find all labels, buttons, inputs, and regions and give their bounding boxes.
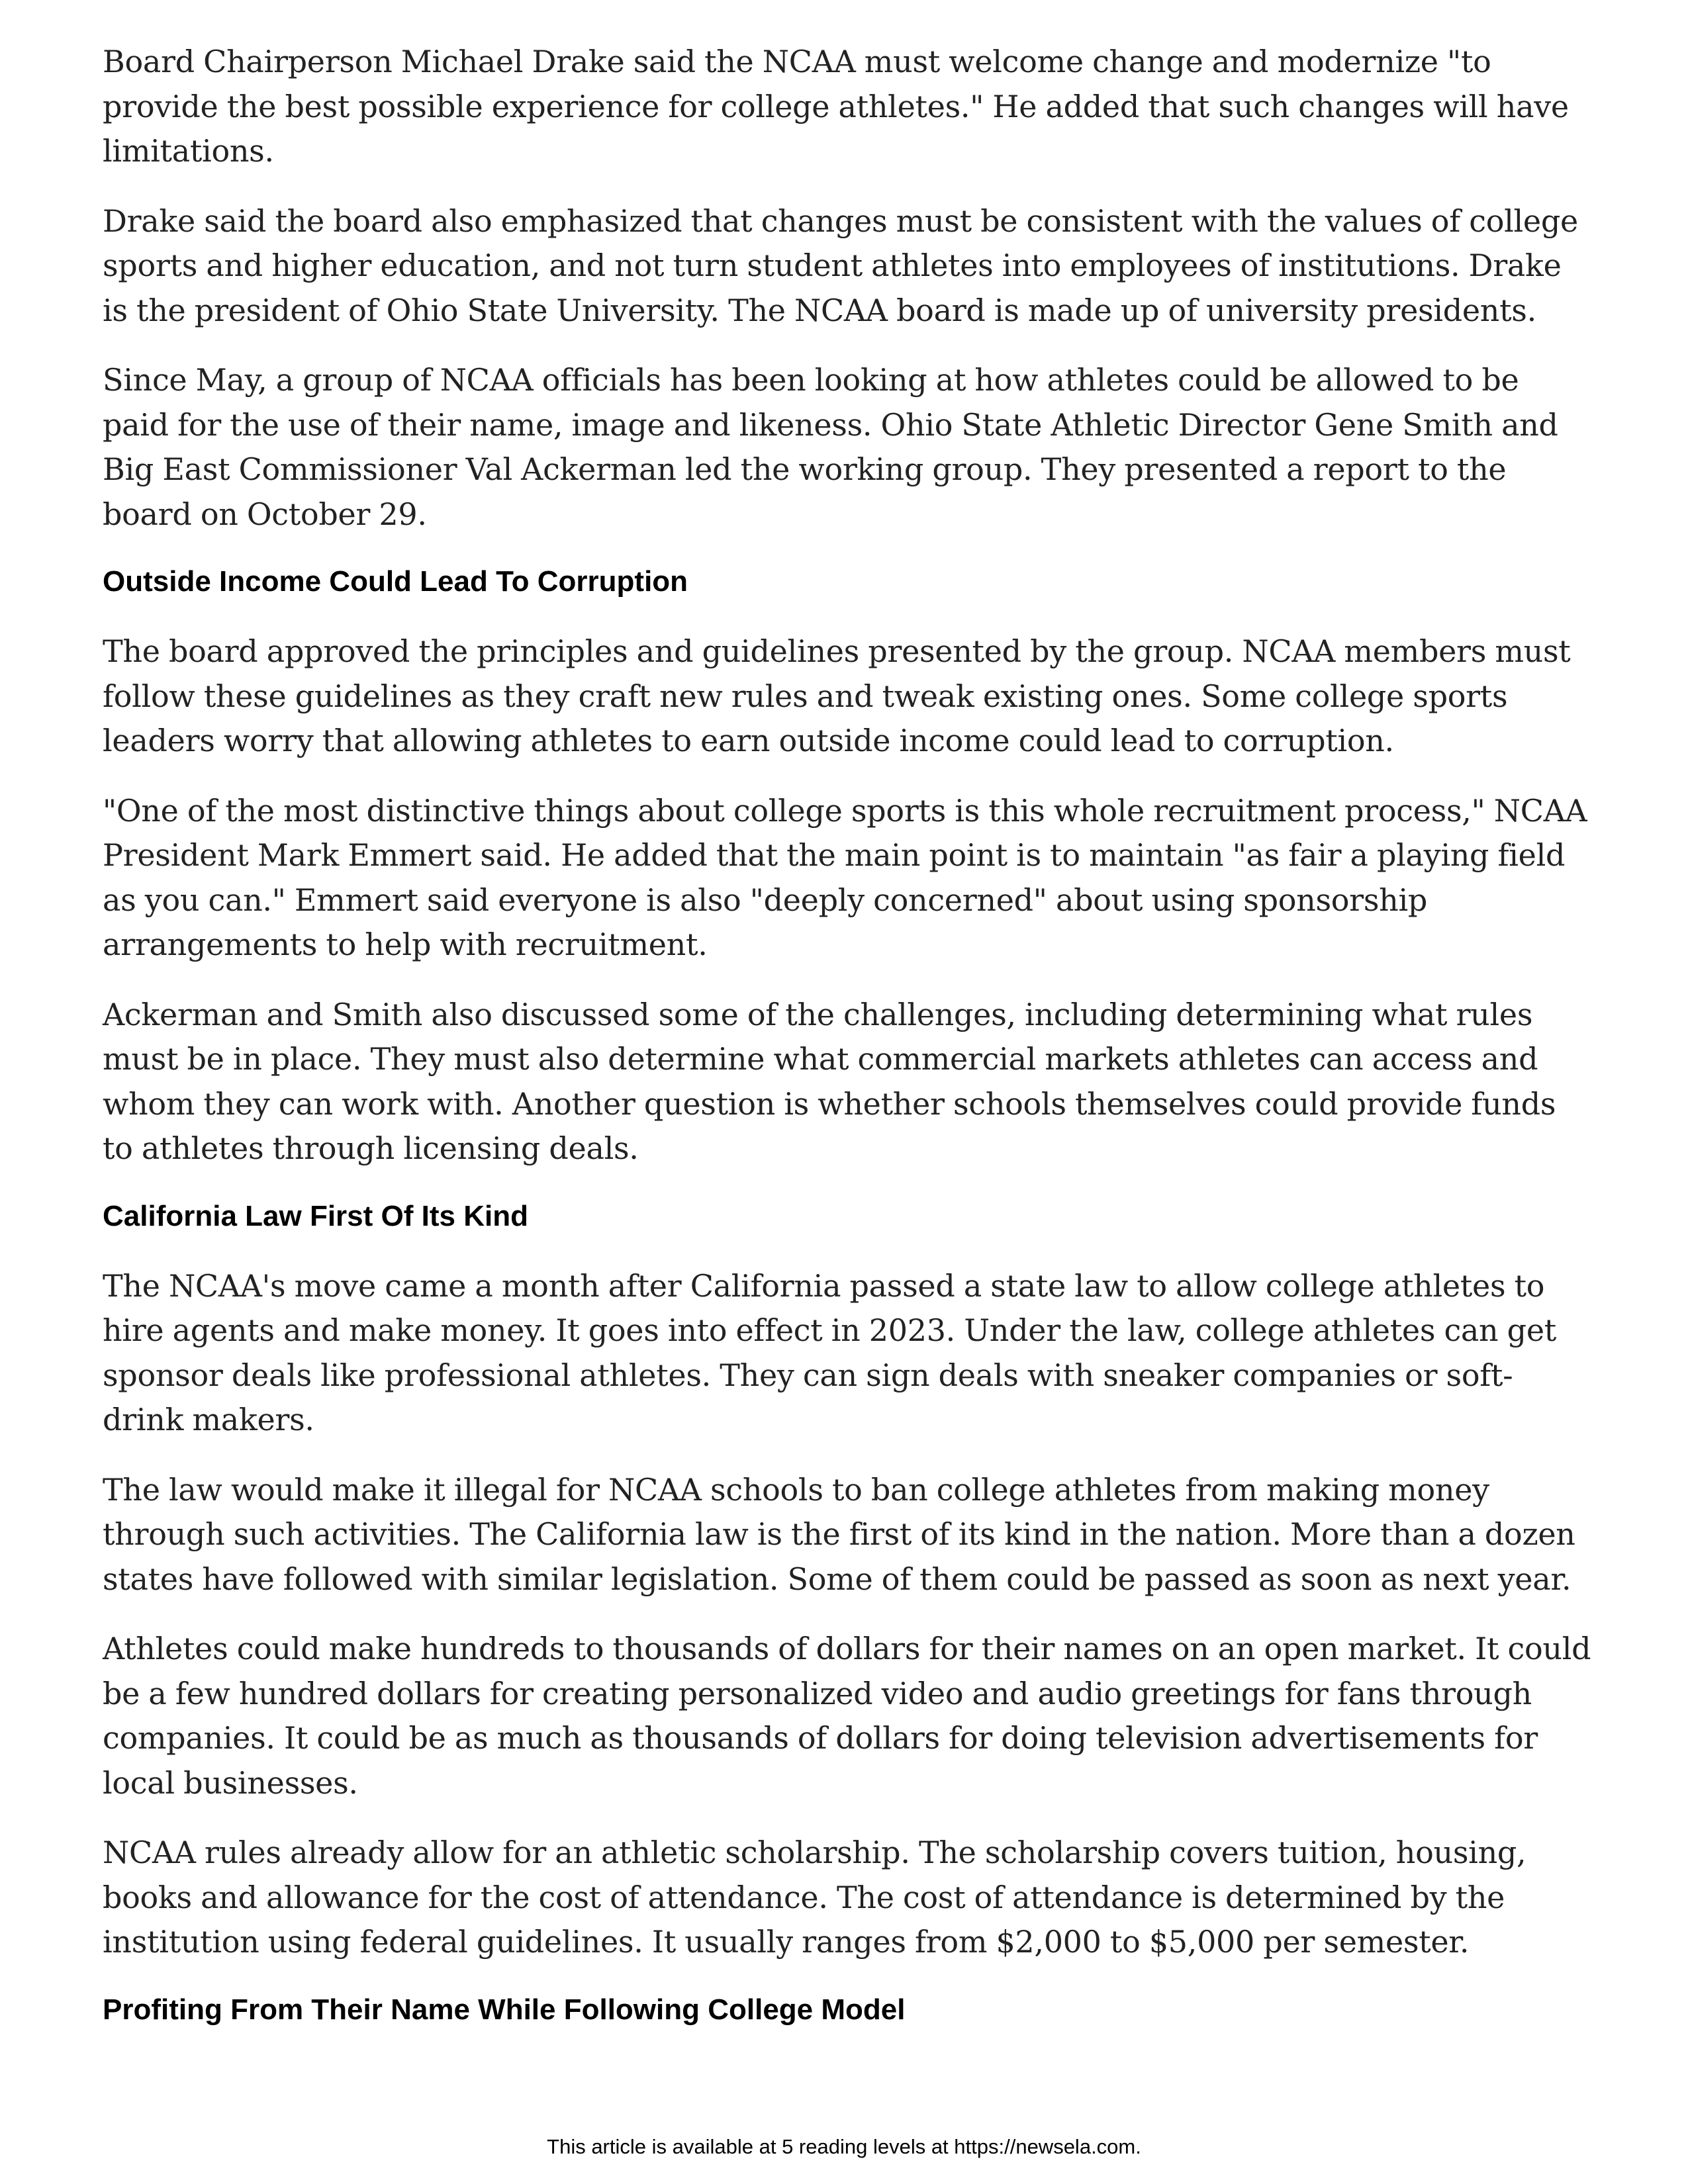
paragraph: Ackerman and Smith also discussed some of the challenges, including determining what rules must be in place. They must also determine what commercial markets athletes can access and whom they can work with. Another question is whether schools themselves could provide funds to athletes through licensing deals. (103, 996, 1556, 1166)
section-heading: California Law First Of Its Kind (103, 1199, 528, 1232)
paragraph: NCAA rules already allow for an athletic scholarship. The scholarship covers tuition, housing, books and allowance for the cost of attendance. The cost of attendance is determined by the institution using federal guidelines. It usually ranges from $2,000 to $5,000 per semester. (103, 1835, 1526, 1960)
article-body (103, 40, 1592, 2058)
page-footer: This article is available at 5 reading levels at https://newsela.com. (547, 2135, 1141, 2158)
paragraph: Board Chairperson Michael Drake said the NCAA must welcome change and modernize "to provide the best possible experience for college athletes." He added that such changes will have limitations. (103, 44, 1569, 169)
paragraph: Since May, a group of NCAA officials has been looking at how athletes could be allowed to be paid for the use of their name, image and likeness. Ohio State Athletic Director Gene Smith and Big East Commissioner Val Ackerman led the working group. They presented a report to the board on October 29. (103, 362, 1558, 532)
paragraph: The NCAA's move came a month after California passed a state law to allow college athletes to hire agents and make money. It goes into effect in 2023. Under the law, college athletes can get sponsor deals like professional athletes. They can sign deals with sneaker companies or soft-drink makers. (103, 1267, 1556, 1437)
section-heading: Profiting From Their Name While Following College Model (103, 1993, 906, 2026)
section-heading: Outside Income Could Lead To Corruption (103, 565, 688, 598)
paragraph: The board approved the principles and guidelines presented by the group. NCAA members must follow these guidelines as they craft new rules and tweak existing ones. Some college sports leaders worry that allowing athletes to earn outside income could lead to corruption. (103, 633, 1571, 758)
paragraph: Drake said the board also emphasized that changes must be consistent with the values of college sports and higher education, and not turn student athletes into employees of institutions. Drake is the president of Ohio State University. The NCAA board is made up of university presidents. (103, 203, 1578, 328)
paragraph: Athletes could make hundreds to thousands of dollars for their names on an open market. It could be a few hundred dollars for creating personalized video and audio greetings for fans through companies. It could be as much as thousands of dollars for doing television advertisements for local businesses. (103, 1631, 1591, 1801)
paragraph: The law would make it illegal for NCAA schools to ban college athletes from making money through such activities. The California law is the first of its kind in the nation. More than a dozen states have followed with similar legislation. Some of them could be passed as soon as next year. (103, 1471, 1575, 1597)
paragraph: "One of the most distinctive things about college sports is this whole recruitment process," NCAA President Mark Emmert said. He added that the main point is to maintain "as fair a playing field as you can." Emmert said everyone is also "deeply concerned" about using sponsorship arrangements to help with recruitment. (103, 792, 1587, 962)
